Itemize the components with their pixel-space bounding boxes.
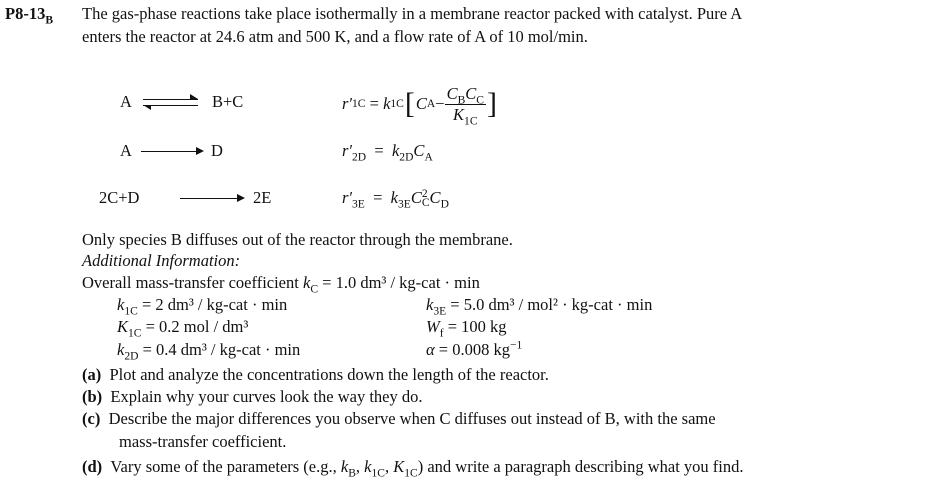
overall-coefficient: Overall mass-transfer coefficient $k_C = 1.0$ dm³ / kg-cat · min: [82, 273, 480, 296]
param-wf: $W_f = 100$ kg: [426, 317, 507, 340]
statement-line-1: The gas-phase reactions take place isothermally in a membrane reactor packed with catalyst. Pure A: [82, 4, 743, 23]
statement-line-2: enters the reactor at 24.6 atm and 500 K, and a flow rate of A of 10 mol/min.: [82, 27, 588, 46]
problem-id-sub: B: [45, 14, 54, 27]
reaction-3-right: 2E: [253, 188, 272, 207]
param-alpha: α = 0.008 $kg^{-1}$: [426, 339, 523, 359]
param-k3e: $k_{3E} = 5.0$ dm³ / mol² · kg-cat · min: [426, 295, 653, 318]
rate-law-3: $r'_{3E} = k_{3E}C$ 2 C $C_D$: [342, 188, 449, 211]
part-b: (b) Explain why your curves look the way they do.: [82, 387, 423, 406]
reaction-1-right: B+C: [212, 92, 244, 111]
part-a: (a) Plot and analyze the concentrations down the length of the reactor.: [82, 365, 549, 384]
param-k2d: $k_{2D} = 0.4$ dm³ / kg-cat · min: [117, 340, 301, 363]
rate-law-2: $r'_{2D} = k_{2D}C_A$: [342, 141, 433, 164]
only-b-sentence: Only species B diffuses out of the reactor through the membrane.: [82, 230, 513, 249]
reaction-2-left: A: [120, 141, 132, 160]
reaction-1-left: A: [120, 92, 132, 111]
problem-id: P8-13: [5, 4, 46, 23]
part-c: (c) Describe the major differences you observe when C diffuses out instead of B, with the same: [82, 409, 716, 428]
param-K1c: $K_{1C} = 0.2$ mol / dm³: [117, 317, 249, 340]
problem-header: [5, 4, 54, 27]
additional-info-heading: Additional Information:: [82, 251, 241, 270]
part-d: (d) Vary some of the parameters (e.g., $k_B$, $k_{1C}$, $K_{1C}$) and write a paragraph describing what you find.: [82, 457, 744, 479]
reaction-2-right: D: [211, 141, 223, 160]
reaction-3-left: 2C+D: [99, 188, 140, 207]
part-c-continued: mass-transfer coefficient.: [119, 432, 287, 451]
param-k1c: $k_{1C} = 2$ dm³ / kg-cat · min: [117, 295, 288, 318]
rate-law-1: r′ 1C = k 1C [ C A − $\frac{C_BC_C}{K_{1C}}$ ]: [342, 83, 497, 127]
rate-law-1-fraction: $\frac{C_BC_C}{K_{1C}}$: [446, 83, 484, 127]
